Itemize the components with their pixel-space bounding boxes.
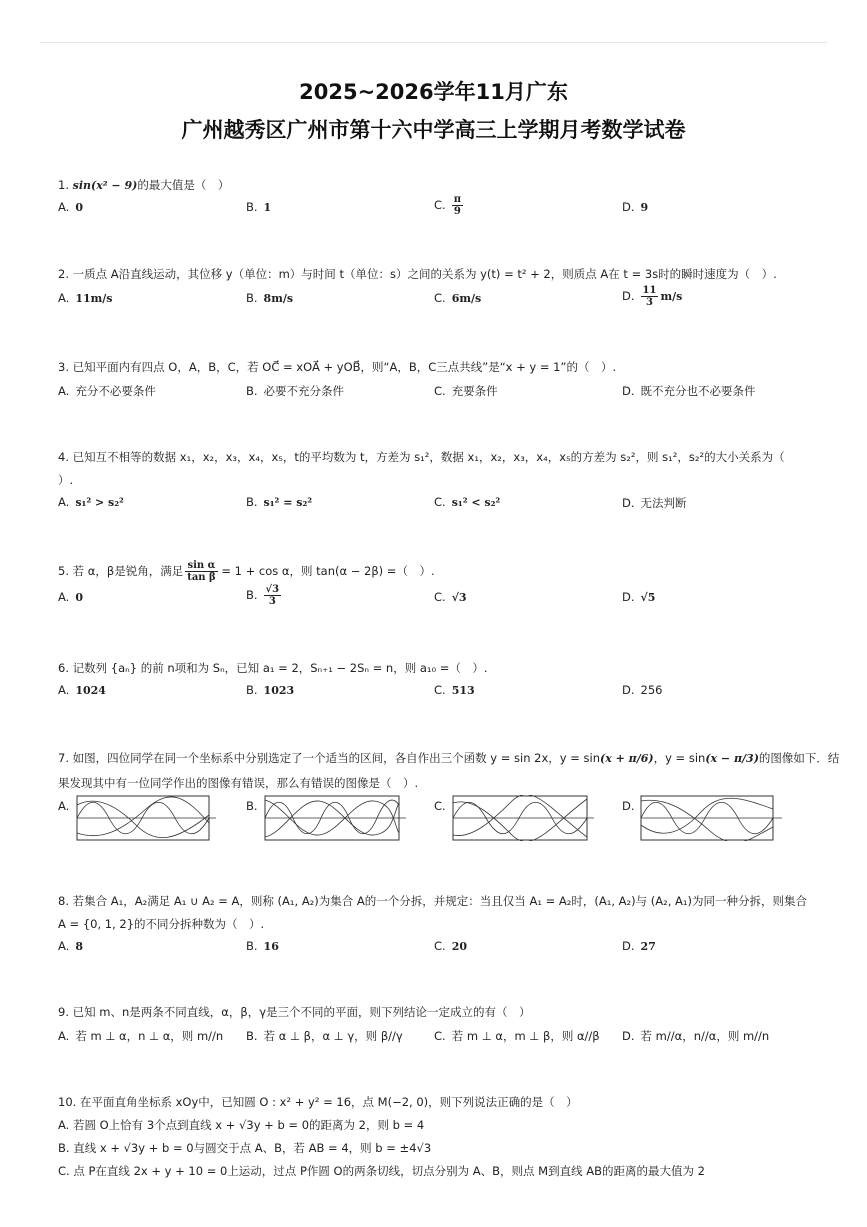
q1-option-a[interactable]: A. 0 bbox=[58, 200, 83, 214]
q9-option-c[interactable]: C. 若 m ⊥ α，m ⊥ β，则 α//β bbox=[434, 1029, 600, 1043]
question-9-options bbox=[58, 1028, 818, 1046]
q8-option-b[interactable]: B. 16 bbox=[246, 939, 279, 953]
q6-option-d[interactable]: D. 256 bbox=[622, 683, 663, 697]
q4-option-d[interactable]: D. 无法判断 bbox=[622, 496, 687, 510]
q4-option-b[interactable]: B. s₁² = s₂² bbox=[246, 495, 313, 509]
question-8-options bbox=[58, 939, 818, 957]
question-7-stem-line1: 7. 如图，四位同学在同一个坐标系中分别选定了一个适当的区间，各自作出三个函数 y = sin 2x，y = sin(x + π/6)，y = sin(x − π/3)的图像如下．结 bbox=[58, 751, 840, 765]
q5-option-d[interactable]: D. √5 bbox=[622, 590, 656, 604]
exam-title-line2: 广州越秀区广州市第十六中学高三上学期月考数学试卷 bbox=[181, 118, 686, 142]
q6-option-b[interactable]: B. 1023 bbox=[246, 683, 295, 697]
q1-option-b[interactable]: B. 1 bbox=[246, 200, 272, 214]
q9-option-b[interactable]: B. 若 α ⊥ β，α ⊥ γ，则 β//γ bbox=[246, 1029, 403, 1043]
q3-option-a[interactable]: A. 充分不必要条件 bbox=[58, 384, 156, 398]
top-divider bbox=[40, 42, 827, 43]
q2-option-c[interactable]: C. 6m/s bbox=[434, 291, 482, 305]
q10-option-c[interactable]: C. 点 P在直线 2x + y + 10 = 0上运动，过点 P作圆 O的两条切线，切点分别为 A、B，则点 M到直线 AB的距离的最大值为 2 bbox=[58, 1164, 705, 1178]
q1-option-c[interactable]: C. $\frac{\pi}{9}$ bbox=[434, 194, 462, 217]
question-6-stem: 6. 记数列 {aₙ} 的前 n项和为 Sₙ，已知 a₁ = 2，Sₙ₊₁ − 2Sₙ = n，则 a₁₀ =（ ）. bbox=[58, 661, 488, 675]
question-3-stem: 3. 已知平面内有四点 O，A，B，C，若 OC⃗ = xOA⃗ + yOB⃗，则“A，B，C三点共线”是“x + y = 1”的（ ）. bbox=[58, 360, 617, 374]
q2-option-a[interactable]: A. 11m/s bbox=[58, 291, 113, 305]
q3-option-b[interactable]: B. 必要不充分条件 bbox=[246, 384, 345, 398]
question-1-stem: 1. sin(x² − 9)的最大值是（ ） bbox=[58, 178, 230, 192]
q8-option-c[interactable]: C. 20 bbox=[434, 939, 467, 953]
question-8-stem-line2: A = {0, 1, 2}的不同分拆种数为（ ）. bbox=[58, 917, 265, 931]
q7-graph-label-c: C. bbox=[434, 799, 446, 813]
q6-option-c[interactable]: C. 513 bbox=[434, 683, 475, 697]
q1-option-d[interactable]: D. 9 bbox=[622, 200, 649, 214]
question-2-options bbox=[58, 285, 818, 309]
q5-option-b[interactable]: B. $\frac{√3}{3}$ bbox=[246, 584, 280, 607]
q2-option-d[interactable]: D. $\frac{11}{3}$ m/s bbox=[622, 285, 683, 308]
exam-title-line1: 2025~2026学年11月广东 bbox=[299, 80, 568, 104]
q7-graph-b[interactable] bbox=[264, 795, 408, 841]
q10-option-a[interactable]: A. 若圆 O上恰有 3个点到直线 x + √3y + b = 0的距离为 2，则 b = 4 bbox=[58, 1118, 425, 1132]
q6-option-a[interactable]: A. 1024 bbox=[58, 683, 106, 697]
q7-graph-label-b: B. bbox=[246, 799, 258, 813]
q8-option-a[interactable]: A. 8 bbox=[58, 939, 83, 953]
q3-option-d[interactable]: D. 既不充分也不必要条件 bbox=[622, 384, 756, 398]
q2-option-b[interactable]: B. 8m/s bbox=[246, 291, 294, 305]
question-5-stem: 5. 若 α，β是锐角，满足 $\frac{\text{sin α}}{\text{tan β}}$ = 1 + cos α，则 tan(α − 2β) =（ ）. bbox=[58, 560, 435, 583]
q8-option-d[interactable]: D. 27 bbox=[622, 939, 656, 953]
question-5-options bbox=[58, 584, 818, 608]
q4-option-a[interactable]: A. s₁² > s₂² bbox=[58, 495, 124, 509]
q7-graph-c[interactable] bbox=[452, 795, 596, 841]
q5-option-a[interactable]: A. 0 bbox=[58, 590, 83, 604]
question-10-stem: 10. 在平面直角坐标系 xOy中，已知圆 O : x² + y² = 16，点 M(−2, 0)，则下列说法正确的是（ ） bbox=[58, 1095, 578, 1109]
q9-option-a[interactable]: A. 若 m ⊥ α，n ⊥ α，则 m//n bbox=[58, 1029, 224, 1043]
q7-graph-a[interactable] bbox=[76, 795, 218, 841]
q7-graph-label-a: A. bbox=[58, 799, 70, 813]
q5-option-c[interactable]: C. √3 bbox=[434, 590, 467, 604]
question-4-stem-line2: ）. bbox=[58, 473, 74, 487]
question-9-stem: 9. 已知 m、n是两条不同直线，α，β，γ是三个不同的平面，则下列结论一定成立的有（ ） bbox=[58, 1005, 531, 1019]
question-8-stem-line1: 8. 若集合 A₁，A₂满足 A₁ ∪ A₂ = A，则称 (A₁, A₂)为集合 A的一个分拆，并规定：当且仅当 A₁ = A₂时，(A₁, A₂)与 (A₂, A₁)为同一种分拆，则集合 bbox=[58, 894, 807, 908]
question-4-options bbox=[58, 495, 818, 513]
q7-graph-label-d: D. bbox=[622, 799, 635, 813]
question-6-options bbox=[58, 683, 818, 701]
question-1-options bbox=[58, 194, 818, 218]
q9-option-d[interactable]: D. 若 m//α，n//α，则 m//n bbox=[622, 1029, 770, 1043]
question-3-options bbox=[58, 383, 818, 401]
question-7-stem-line2: 果发现其中有一位同学作出的图像有错误，那么有错误的图像是（ ）. bbox=[58, 776, 419, 790]
q4-option-c[interactable]: C. s₁² < s₂² bbox=[434, 495, 501, 509]
q3-option-c[interactable]: C. 充要条件 bbox=[434, 384, 498, 398]
question-2-stem: 2. 一质点 A沿直线运动，其位移 y（单位：m）与时间 t（单位：s）之间的关系为 y(t) = t² + 2，则质点 A在 t = 3s时的瞬时速度为（ ）. bbox=[58, 267, 777, 281]
q7-graph-d[interactable] bbox=[640, 795, 784, 841]
q10-option-b[interactable]: B. 直线 x + √3y + b = 0与圆交于点 A、B，若 AB = 4，则 b = ±4√3 bbox=[58, 1141, 432, 1155]
question-4-stem-line1: 4. 已知互不相等的数据 x₁，x₂，x₃，x₄，x₅，t的平均数为 t，方差为 s₁²，数据 x₁，x₂，x₃，x₄，x₅的方差为 s₂²，则 s₁²，s₂²的大小关系为（ bbox=[58, 450, 785, 464]
